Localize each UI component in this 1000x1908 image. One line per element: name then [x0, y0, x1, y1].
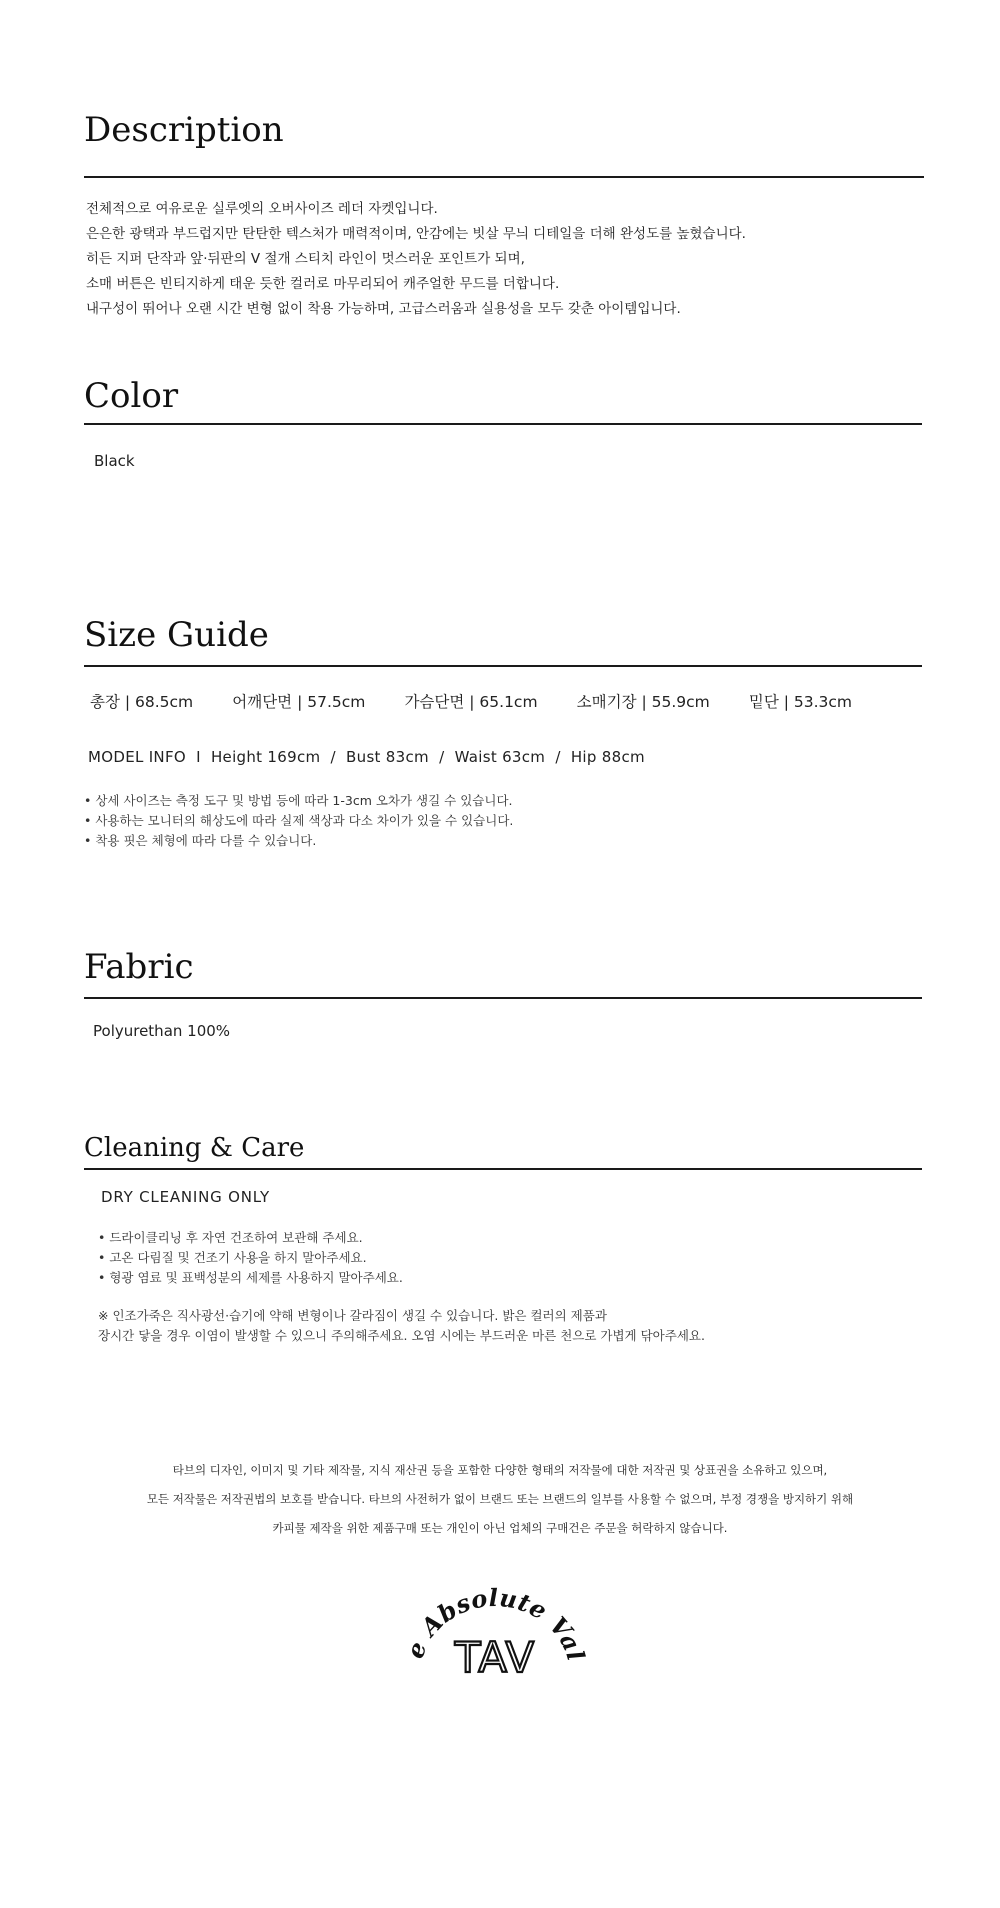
- care-headline: DRY CLEANING ONLY: [101, 1188, 270, 1206]
- copyright-line: 타브의 디자인, 이미지 및 기타 제작물, 지식 재산권 등을 포함한 다양한 형태의 저작물에 대한 저작권 및 상표권을 소유하고 있으며,: [172, 1463, 828, 1477]
- color-divider: [84, 423, 922, 425]
- description-title: Description: [84, 110, 284, 150]
- size-measurement: 가슴단면 | 65.1cm: [404, 693, 538, 711]
- care-items: [98, 1228, 403, 1288]
- size-note: • 착용 핏은 체형에 따라 다를 수 있습니다.: [84, 833, 317, 848]
- logo-arc-text: e Absolute Val: [400, 1582, 590, 1665]
- description-line: 히든 지퍼 단작과 앞·뒤판의 V 절개 스티치 라인이 멋스러운 포인트가 되며,: [86, 251, 525, 267]
- copyright-line: 모든 저작물은 저작권법의 보호를 받습니다. 타브의 사전허가 없이 브랜드 또는 브랜드의 일부를 사용할 수 없으며, 부정 경쟁을 방지하기 위해: [146, 1492, 854, 1506]
- description-line: 내구성이 뛰어나 오랜 시간 변형 없이 착용 가능하며, 고급스러움과 실용성을 모두 갖춘 아이템입니다.: [86, 301, 681, 317]
- model-info: MODEL INFO I Height 169cm / Bust 83cm / Waist 63cm / Hip 88cm: [88, 748, 645, 766]
- description-body: [86, 197, 746, 322]
- size-measurement: 밑단 | 53.3cm: [748, 693, 853, 711]
- care-notice: [98, 1306, 705, 1346]
- size-note: • 사용하는 모니터의 해상도에 따라 실제 색상과 다소 차이가 있을 수 있습니다.: [84, 813, 514, 828]
- care-item: • 드라이클리닝 후 자연 건조하여 보관해 주세요.: [98, 1230, 363, 1245]
- fabric-title: Fabric: [84, 947, 194, 987]
- size-measurement: 총장 | 68.5cm: [90, 693, 194, 711]
- fabric-divider: [84, 997, 922, 999]
- size-measurements: [90, 690, 886, 712]
- care-item: • 고온 다림질 및 건조기 사용을 하지 말아주세요.: [98, 1250, 367, 1265]
- color-value: Black: [94, 452, 135, 470]
- brand-logo: [400, 1570, 590, 1680]
- care-notice-line: ※ 인조가죽은 직사광선·습기에 약해 변형이나 갈라짐이 생길 수 있습니다. 밝은 컬러의 제품과: [98, 1308, 607, 1323]
- description-line: 은은한 광택과 부드럽지만 탄탄한 텍스처가 매력적이며, 안감에는 빗살 무늬 디테일을 더해 완성도를 높혔습니다.: [86, 226, 746, 242]
- care-title: Cleaning & Care: [84, 1133, 305, 1163]
- logo-mark: [400, 1570, 590, 1680]
- size-notes: [84, 791, 513, 851]
- size-measurement: 소매기장 | 55.9cm: [576, 693, 710, 711]
- description-divider: [84, 176, 924, 178]
- copyright-line: 카피물 제작을 위한 제품구매 또는 개인이 아닌 업체의 구매건은 주문을 허락하지 않습니다.: [272, 1521, 728, 1535]
- copyright-notice: [0, 1456, 1000, 1543]
- description-line: 소매 버튼은 빈티지하게 태운 듯한 컬러로 마무리되어 캐주얼한 무드를 더합니다.: [86, 276, 560, 292]
- care-divider: [84, 1168, 922, 1170]
- size-measurement: 어깨단면 | 57.5cm: [232, 693, 366, 711]
- care-notice-line: 장시간 닿을 경우 이염이 발생할 수 있으니 주의해주세요. 오염 시에는 부드러운 마른 천으로 가볍게 닦아주세요.: [98, 1328, 705, 1343]
- description-line: 전체적으로 여유로운 실루엣의 오버사이즈 레더 자켓입니다.: [86, 201, 438, 217]
- size-guide-title: Size Guide: [84, 615, 269, 655]
- logo-tav-text: TAV: [454, 1633, 536, 1680]
- color-title: Color: [84, 376, 179, 416]
- size-note: • 상세 사이즈는 측정 도구 및 방법 등에 따라 1-3cm 오차가 생길 수 있습니다.: [84, 793, 513, 808]
- fabric-value: Polyurethan 100%: [93, 1022, 231, 1040]
- care-item: • 형광 염료 및 표백성분의 세제를 사용하지 말아주세요.: [98, 1270, 403, 1285]
- size-guide-divider: [84, 665, 922, 667]
